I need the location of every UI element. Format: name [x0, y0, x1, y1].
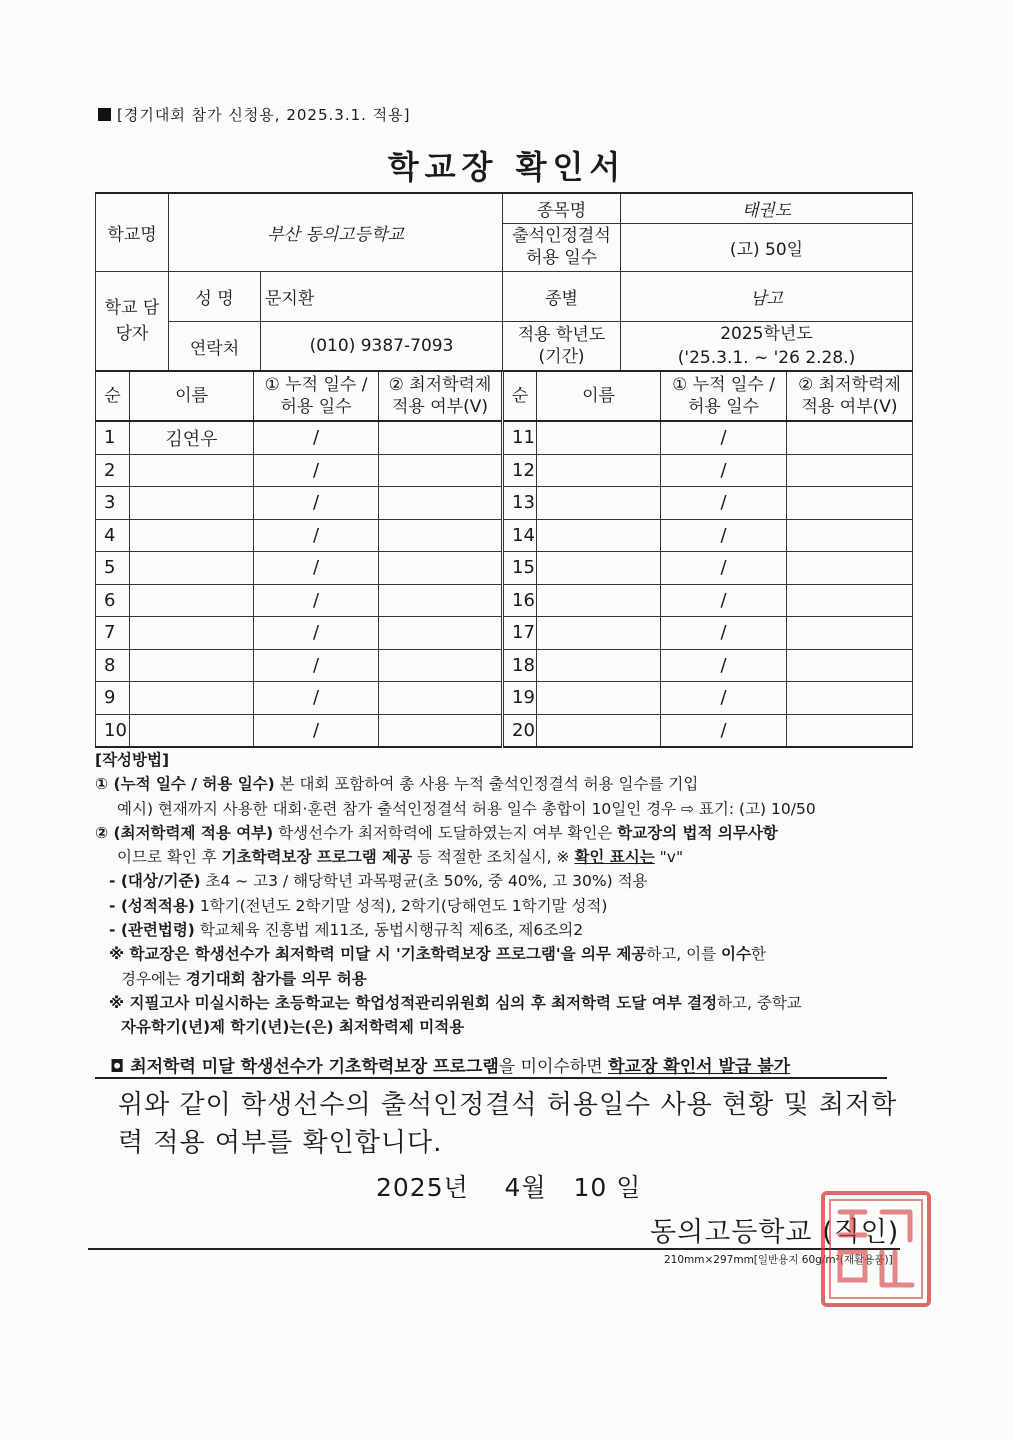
student-name — [537, 421, 661, 454]
student-name — [537, 454, 661, 487]
days-cell: / — [254, 421, 379, 454]
student-name — [130, 714, 254, 747]
row-number: 6 — [96, 584, 130, 617]
days-cell: / — [661, 552, 787, 585]
absence-label: 출석인정결석 허용 일수 — [503, 223, 621, 271]
applied-cell — [787, 487, 913, 520]
instructions — [95, 748, 915, 1040]
row-number: 5 — [96, 552, 130, 585]
sport-value: 태권도 — [621, 193, 913, 223]
applied-cell — [787, 682, 913, 715]
days-cell: / — [254, 519, 379, 552]
row-number: 9 — [96, 682, 130, 715]
applied-cell — [379, 584, 503, 617]
applied-cell — [379, 649, 503, 682]
header-applied: ② 최저학력제 적용 여부(V) — [787, 371, 913, 421]
info-table — [95, 192, 913, 372]
instruction-line: 예시) 현재까지 사용한 대회·훈련 참가 출석인정결석 허용 일수 총합이 10일인 경우 ⇨ 표기: (고) 10/50 — [117, 799, 816, 818]
applied-cell — [787, 454, 913, 487]
applied-cell — [379, 421, 503, 454]
days-cell: / — [661, 584, 787, 617]
applied-cell — [379, 487, 503, 520]
table-row — [96, 487, 913, 520]
student-name — [537, 519, 661, 552]
issue-date: 2025년 4월 10 일 — [376, 1173, 642, 1202]
student-name — [130, 649, 254, 682]
table-row — [96, 421, 913, 454]
sport-label: 종목명 — [503, 193, 621, 223]
table-row — [96, 584, 913, 617]
days-cell: / — [661, 487, 787, 520]
days-cell: / — [254, 617, 379, 650]
student-name — [130, 584, 254, 617]
days-cell: / — [254, 649, 379, 682]
row-number: 18 — [503, 649, 537, 682]
student-name — [130, 454, 254, 487]
header-applied: ② 최저학력제 적용 여부(V) — [379, 371, 503, 421]
header-days: ① 누적 일수 / 허용 일수 — [661, 371, 787, 421]
days-cell: / — [254, 552, 379, 585]
applied-cell — [379, 519, 503, 552]
confirmation-text: 위와 같이 학생선수의 출석인정결석 허용일수 사용 현황 및 최저학력 적용 여부를 확인합니다. — [118, 1090, 898, 1158]
days-cell: / — [254, 682, 379, 715]
days-cell: / — [661, 421, 787, 454]
name-value: 문지환 — [261, 271, 503, 321]
table-row — [96, 714, 913, 747]
applied-cell — [787, 519, 913, 552]
gender-value: 남고 — [621, 271, 913, 321]
gender-label: 종별 — [503, 271, 621, 321]
row-number: 17 — [503, 617, 537, 650]
row-number: 7 — [96, 617, 130, 650]
instruction-line: ※ 학교장은 학생선수가 최저학력 미달 시 '기초학력보장 프로그램'을 의무 제공하고, 이를 이수한 — [109, 945, 766, 964]
instruction-line: ① (누적 일수 / 허용 일수) 본 대회 포함하여 총 사용 누적 출석인정결석 허용 일수를 기입 — [95, 775, 699, 794]
applied-cell — [379, 682, 503, 715]
student-name — [537, 617, 661, 650]
row-number: 10 — [96, 714, 130, 747]
student-name — [537, 584, 661, 617]
absence-value: (고) 50일 — [621, 223, 913, 271]
instruction-line: - (성적적용) 1학기(전년도 2학기말 성적), 2학기(당해연도 1학기말 성적) — [109, 896, 608, 915]
year-label: 적용 학년도 (기간) — [503, 321, 621, 371]
table-row — [96, 519, 913, 552]
row-number: 14 — [503, 519, 537, 552]
instruction-line: - (대상/기준) 초4 ~ 고3 / 해당학년 과목평균(초 50%, 중 40%, 고 30%) 적용 — [109, 872, 648, 891]
applied-cell — [787, 714, 913, 747]
table-row — [96, 552, 913, 585]
days-cell: / — [661, 617, 787, 650]
final-note: ◘ 최저학력 미달 학생선수가 기초학력보장 프로그램을 미이수하면 학교장 확인서 발급 불가 — [110, 1057, 791, 1077]
student-name — [537, 649, 661, 682]
row-number: 20 — [503, 714, 537, 747]
row-number: 16 — [503, 584, 537, 617]
row-number: 8 — [96, 649, 130, 682]
student-name — [537, 487, 661, 520]
student-table — [95, 370, 913, 748]
student-name — [130, 487, 254, 520]
applied-cell — [379, 617, 503, 650]
table-row — [96, 617, 913, 650]
year-value: 2025학년도 ('25.3.1. ~ '26 2.28.) — [621, 321, 913, 371]
applied-cell — [787, 552, 913, 585]
school-label: 학교명 — [96, 193, 169, 271]
row-number: 3 — [96, 487, 130, 520]
header-name: 이름 — [537, 371, 661, 421]
instruction-line: ※ 지필고사 미실시하는 초등학교는 학업성적관리위원회 심의 후 최저학력 도달 여부 결정하고, 중학교 — [109, 993, 802, 1012]
row-number: 1 — [96, 421, 130, 454]
days-cell: / — [254, 714, 379, 747]
row-number: 2 — [96, 454, 130, 487]
header-days: ① 누적 일수 / 허용 일수 — [254, 371, 379, 421]
days-cell: / — [661, 454, 787, 487]
row-number: 4 — [96, 519, 130, 552]
table-row — [96, 454, 913, 487]
signer: 동의고등학교 (직인) — [650, 1217, 900, 1248]
days-cell: / — [661, 519, 787, 552]
table-row — [96, 649, 913, 682]
contact-value: (010) 9387-7093 — [261, 321, 503, 371]
row-number: 11 — [503, 421, 537, 454]
row-number: 13 — [503, 487, 537, 520]
student-name — [537, 682, 661, 715]
contact-label: 연락처 — [169, 321, 261, 371]
name-label: 성 명 — [169, 271, 261, 321]
student-name — [130, 552, 254, 585]
applied-cell — [787, 421, 913, 454]
days-cell: / — [661, 682, 787, 715]
table-row — [96, 682, 913, 715]
applied-cell — [787, 617, 913, 650]
instruction-line: 이므로 확인 후 기초학력보장 프로그램 제공 등 적절한 조치실시, ※ 확인 표시는 "v" — [117, 848, 684, 867]
days-cell: / — [254, 454, 379, 487]
instruction-line: - (관련법령) 학교체육 진흥법 제11조, 동법시행규칙 제6조, 제6조의2 — [109, 921, 584, 940]
days-cell: / — [254, 487, 379, 520]
row-number: 15 — [503, 552, 537, 585]
row-number: 19 — [503, 682, 537, 715]
document-title: 학교장 확인서 — [387, 148, 627, 186]
student-name — [537, 714, 661, 747]
student-name — [130, 519, 254, 552]
student-name — [130, 617, 254, 650]
applied-cell — [379, 454, 503, 487]
official-seal-icon — [820, 1190, 932, 1308]
days-cell: / — [661, 649, 787, 682]
instruction-line: ② (최저학력제 적용 여부) 학생선수가 최저학력에 도달하였는지 여부 확인은 학교장의 법적 의무사항 — [95, 823, 778, 842]
student-name — [130, 682, 254, 715]
student-name — [537, 552, 661, 585]
school-value: 부산 동의고등학교 — [169, 193, 503, 271]
header-no: 순 — [96, 371, 130, 421]
applied-cell — [379, 714, 503, 747]
header-note: [경기대회 참가 신청용, 2025.3.1. 적용] — [98, 104, 411, 125]
row-number: 12 — [503, 454, 537, 487]
days-cell: / — [661, 714, 787, 747]
applied-cell — [787, 649, 913, 682]
header-name: 이름 — [130, 371, 254, 421]
student-name: 김연우 — [130, 421, 254, 454]
divider — [95, 1077, 887, 1079]
instruction-line: 자유학기(년)제 학기(년)는(은) 최저학력제 미적용 — [121, 1018, 465, 1037]
manager-label: 학교 담당자 — [96, 271, 169, 371]
paper-spec: 210mm×297mm[일반용지 60g/m²(재활용품)] — [664, 1254, 893, 1266]
days-cell: / — [254, 584, 379, 617]
header-no: 순 — [503, 371, 537, 421]
instruction-line: 경우에는 경기대회 참가를 의무 허용 — [121, 969, 367, 988]
applied-cell — [379, 552, 503, 585]
applied-cell — [787, 584, 913, 617]
instructions-heading: [작성방법] — [95, 751, 170, 769]
divider — [88, 1248, 900, 1250]
